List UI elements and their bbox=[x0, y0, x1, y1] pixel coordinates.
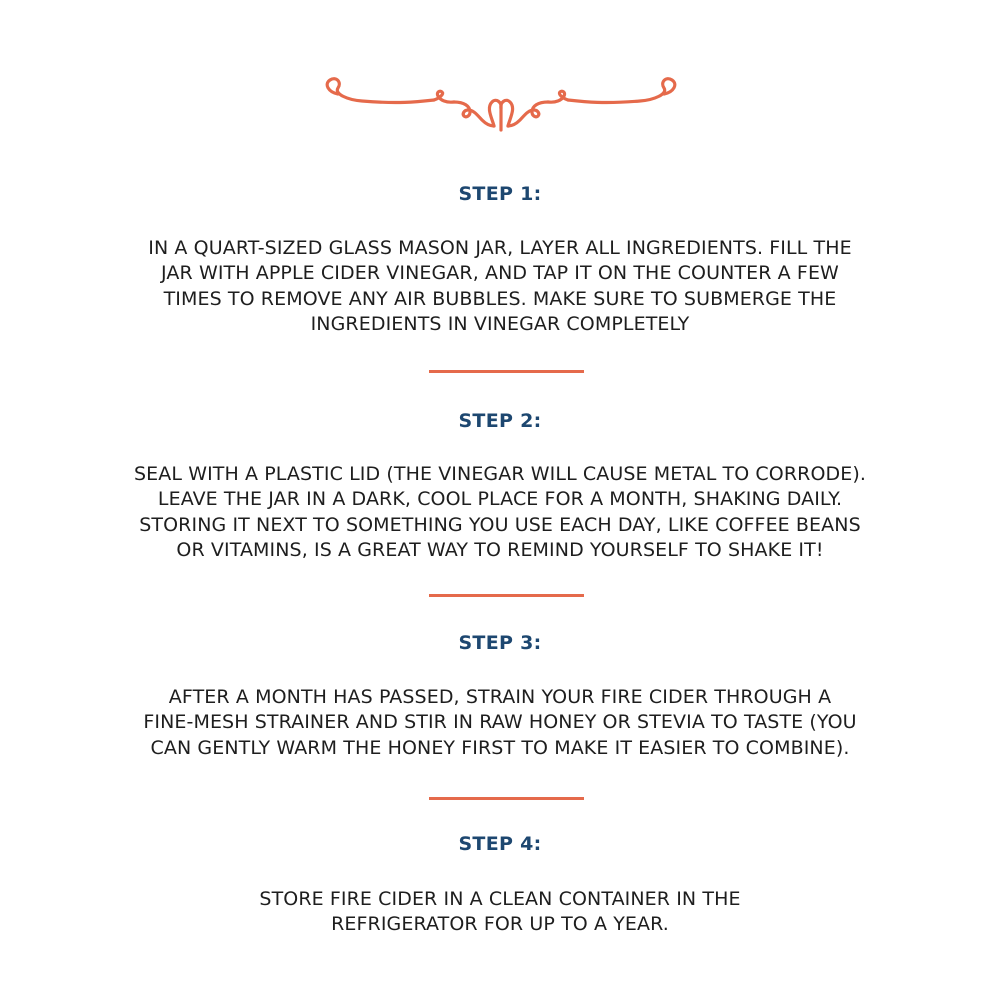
step-2-line: SEAL WITH A PLASTIC LID (THE VINEGAR WILL CAUSE METAL TO CORRODE). bbox=[134, 463, 866, 485]
section-divider bbox=[429, 370, 584, 373]
step-2-line: OR VITAMINS, IS A GREAT WAY TO REMIND YOURSELF TO SHAKE IT! bbox=[176, 538, 824, 561]
section-divider bbox=[429, 797, 584, 800]
step-1-line: TIMES TO REMOVE ANY AIR BUBBLES. MAKE SURE TO SUBMERGE THE bbox=[163, 287, 837, 310]
step-1-line: INGREDIENTS IN VINEGAR COMPLETELY bbox=[310, 312, 690, 335]
step-3-line: CAN GENTLY WARM THE HONEY FIRST TO MAKE IT EASIER TO COMBINE). bbox=[150, 736, 850, 759]
step-3-line: AFTER A MONTH HAS PASSED, STRAIN YOUR FIRE CIDER THROUGH A bbox=[168, 686, 832, 708]
step-4-line: REFRIGERATOR FOR UP TO A YEAR. bbox=[331, 913, 669, 936]
step-1-line: IN A QUART-SIZED GLASS MASON JAR, LAYER ALL INGREDIENTS. FILL THE bbox=[148, 237, 852, 259]
step-3-text bbox=[90, 685, 910, 761]
step-1-line: JAR WITH APPLE CIDER VINEGAR, AND TAP IT ON THE COUNTER A FEW bbox=[161, 262, 839, 285]
step-2-line: STORING IT NEXT TO SOMETHING YOU USE EACH DAY, LIKE COFFEE BEANS bbox=[139, 513, 861, 536]
step-2-heading: STEP 2: bbox=[458, 410, 542, 432]
step-1-text bbox=[90, 236, 910, 337]
step-3-line: FINE-MESH STRAINER AND STIR IN RAW HONEY OR STEVIA TO TASTE (YOU bbox=[143, 711, 857, 734]
step-4-line: STORE FIRE CIDER IN A CLEAN CONTAINER IN THE bbox=[259, 888, 741, 910]
step-3-heading: STEP 3: bbox=[458, 632, 542, 654]
step-4-text bbox=[90, 887, 910, 938]
scroll-flourish-icon bbox=[318, 72, 684, 132]
step-2-text bbox=[90, 462, 910, 563]
step-2-line: LEAVE THE JAR IN A DARK, COOL PLACE FOR A MONTH, SHAKING DAILY. bbox=[157, 488, 843, 511]
section-divider bbox=[429, 594, 584, 597]
step-4-heading: STEP 4: bbox=[458, 833, 542, 855]
step-1-heading: STEP 1: bbox=[458, 183, 542, 205]
